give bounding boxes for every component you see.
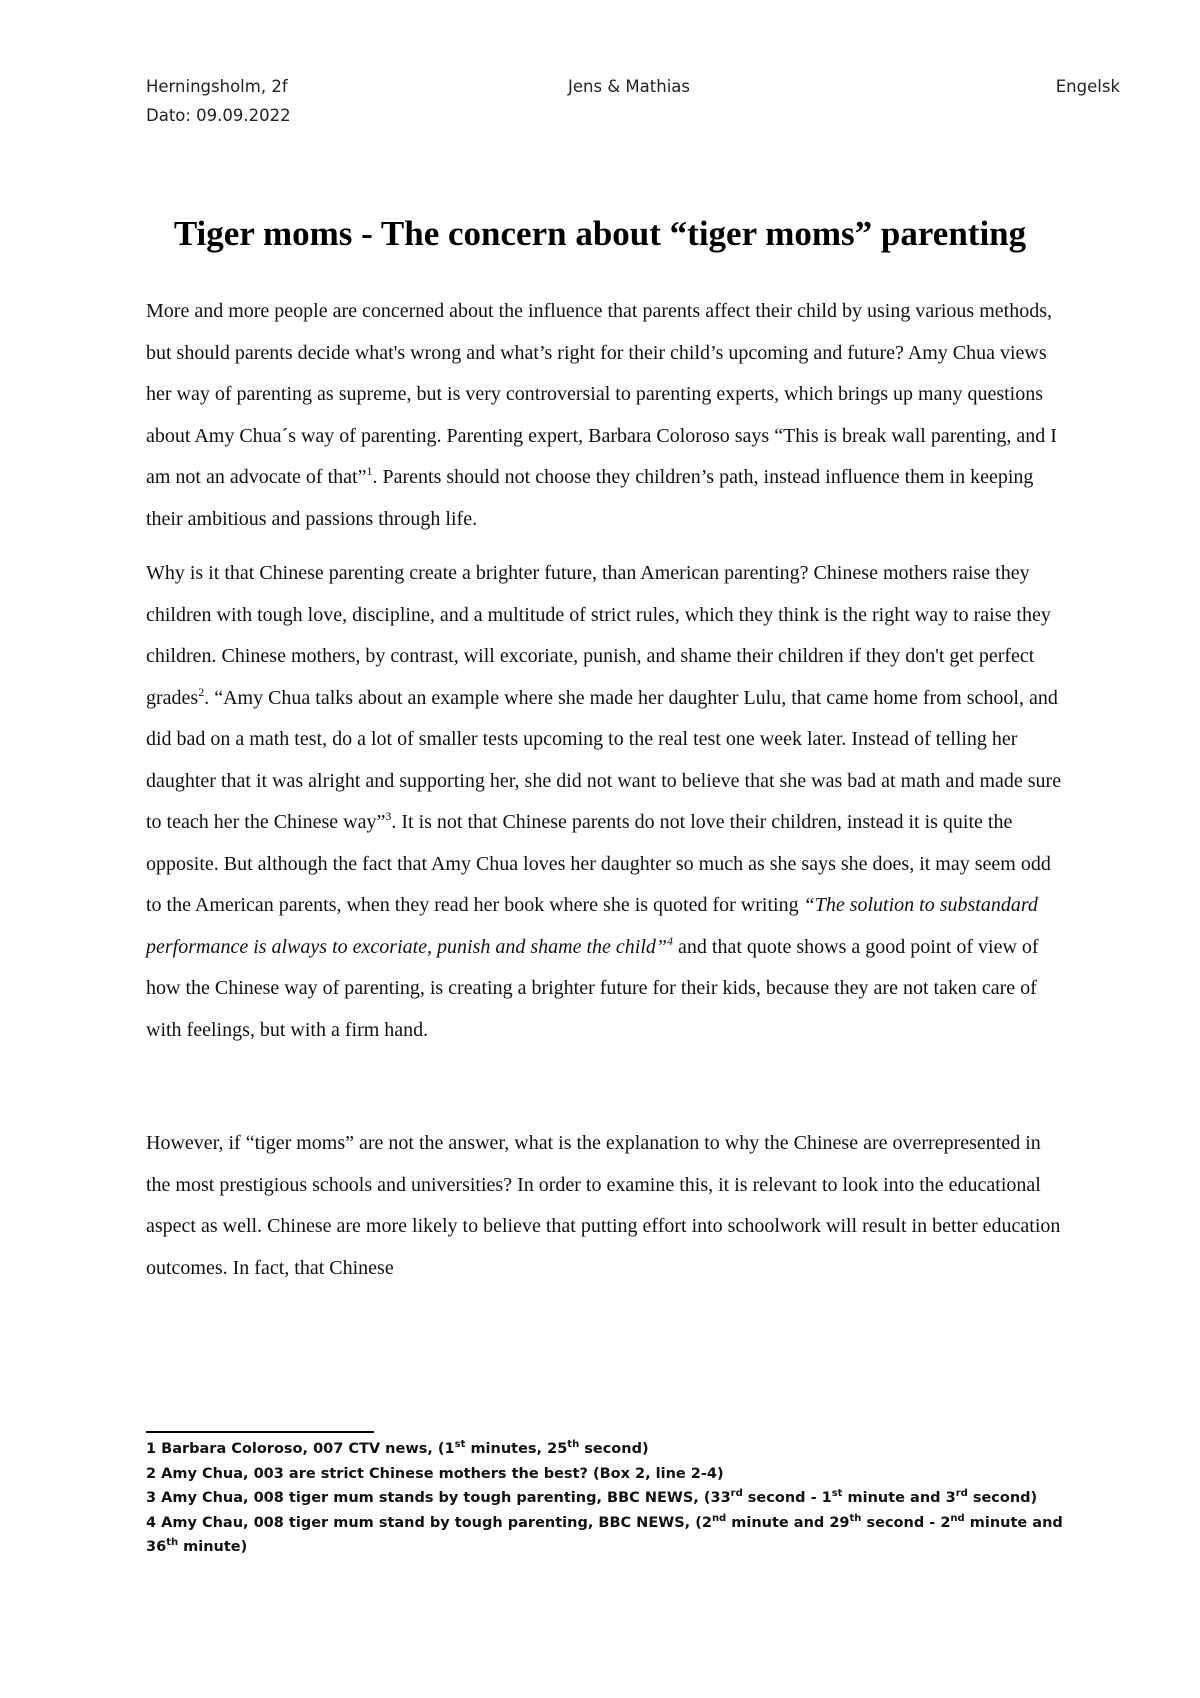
paragraph-2-text-c: . It is not that Chinese parents do not love their children, instead it is quite the opposite. But although the fact that Amy Chua loves her daughter so much as she says she does, it may seem odd to the American parents, when they read her book where she is quoted for writing [146, 811, 1051, 916]
footnote-2: 2 Amy Chua, 003 are strict Chinese mothers the best? (Box 2, line 2-4) [146, 1465, 724, 1482]
footnote-1-text-a: 1 Barbara Coloroso, 007 CTV news, (1 [146, 1441, 455, 1457]
footnote-1 [146, 1437, 1070, 1462]
paragraph-2-text-d: and that quote shows a good point of view of how the Chinese way of parenting, is creating a brighter future for their kids, because they are not taken care of with feelings, but with a firm hand. [146, 935, 1039, 1041]
footnote-4-text-b: minute and 29 [726, 1514, 850, 1531]
school-label: Herningsholm, 2f [146, 77, 288, 96]
footnote-4-sup-3: nd [950, 1512, 965, 1524]
footnote-4-text-d: minute and 36 [146, 1514, 1063, 1555]
authors-label: Jens & Mathias [568, 77, 690, 96]
footnote-4-sup-2: th [849, 1512, 862, 1524]
paragraph-2 [146, 553, 1070, 1051]
book-quote: “The solution to substandard performance is always to excoriate, punish and shame the child” [146, 894, 1038, 958]
footnote-3 [146, 1486, 1070, 1511]
footnote-ref-1: 1 [366, 464, 373, 478]
footnote-3-sup-1: rd [730, 1488, 743, 1499]
date-label: Dato: 09.09.2022 [146, 106, 291, 125]
footnote-4-text-e: minute) [178, 1539, 248, 1555]
footnote-4-text-a: 4 Amy Chau, 008 tiger mum stand by tough parenting, BBC NEWS, (2 [146, 1514, 712, 1531]
footnote-ref-2: 2 [198, 684, 205, 699]
paragraph-2-text-b: . “Amy Chua talks about an example where she made her daughter Lulu, that came home from school, and did bad on a math test, do a lot of smaller tests upcoming to the real test one week later. Instead of telling her daughter that it was alright and supporting her, she did not want to believe that she was bad at math and made sure to teach her the Chinese way” [146, 686, 1062, 833]
footnote-separator [146, 1431, 374, 1433]
footnote-1-sup-1: st [454, 1439, 466, 1450]
footnote-3-text-b: second - 1 [742, 1490, 832, 1506]
paragraph-1-text-a: More and more people are concerned about the influence that parents affect their child by using various methods, but should parents decide what's wrong and what’s right for their child’s upcoming and future? Amy Chua views her way of parenting as supreme, but is very controversial to parenting experts, which brings up many questions about Amy Chua´s way of parenting. Parenting expert, Barbara Coloroso says “This is break wall parenting, and I am not an advocate of that” [146, 300, 1057, 488]
footnotes [146, 1437, 1070, 1560]
footnote-4-text-c: second - 2 [861, 1514, 951, 1531]
page-header [146, 72, 1120, 132]
header-left [146, 72, 291, 130]
paragraph-3: However, if “tiger moms” are not the answer, what is the explanation to why the Chinese are overrepresented in the most prestigious schools and universities? In order to examine this, it is relevant to look into the educational aspect as well. Chinese are more likely to believe that putting effort into schoolwork will result in better education outcomes. In fact, that Chinese [146, 1132, 1061, 1279]
footnote-ref-3: 3 [385, 809, 392, 823]
footnote-4-sup-1: nd [711, 1512, 727, 1524]
footnote-1-text-b: minutes, 25 [465, 1441, 568, 1457]
footnote-3-sup-2: st [831, 1488, 843, 1499]
footnote-3-sup-3: rd [955, 1488, 968, 1499]
footnote-4 [146, 1511, 1070, 1560]
footnote-4-sup-4: th [166, 1537, 179, 1548]
paragraph-1-text-b: . Parents should not choose they children’s path, instead influence them in keeping their ambitious and passions through life. [146, 466, 1034, 530]
subject-label: Engelsk [1055, 77, 1120, 96]
footnote-3-text-c: minute and 3 [842, 1490, 956, 1506]
document-body [146, 291, 1070, 1289]
footnote-ref-4: 4 [667, 933, 674, 948]
document-title: Tiger moms - The concern about “tiger moms” parenting [173, 214, 1027, 253]
footnote-3-text-d: second) [967, 1490, 1038, 1506]
footnote-1-sup-2: th [567, 1439, 580, 1450]
footnote-1-text-c: second) [579, 1441, 649, 1457]
footnote-3-text-a: 3 Amy Chua, 008 tiger mum stands by tough parenting, BBC NEWS, (33 [146, 1490, 731, 1506]
paragraph-2-text-a: Why is it that Chinese parenting create a brighter future, than American parenting? Chinese mothers raise they children with tough love, discipline, and a multitude of strict rules, which they think is the right way to raise they children. Chinese mothers, by contrast, will excoriate, punish, and shame their children if they don't get perfect grades [146, 562, 1051, 709]
paragraph-1 [146, 291, 1070, 540]
